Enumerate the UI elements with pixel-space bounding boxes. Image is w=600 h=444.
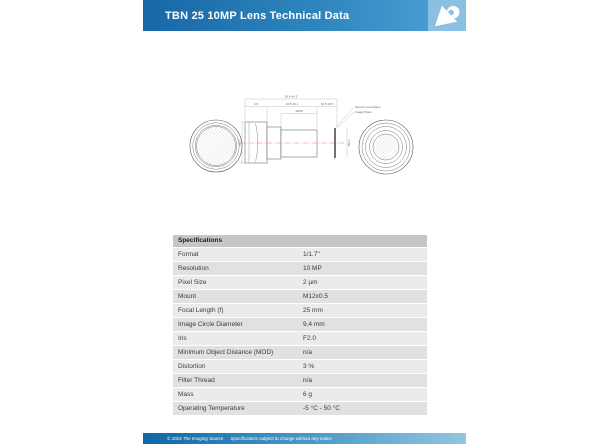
annotation-image-plane: Image Plane: [355, 110, 372, 114]
table-row: [173, 374, 427, 387]
spec-value: 3 %: [303, 363, 315, 370]
dim-image-circle-label: Ø9.4: [347, 139, 351, 147]
spec-label: Operating Temperature: [178, 405, 245, 412]
table-row: [173, 332, 427, 345]
lens-technical-drawing: [178, 85, 418, 180]
spec-label: Mass: [178, 391, 194, 398]
spec-value: 9,4 mm: [303, 321, 325, 328]
spec-value: 10 MP: [303, 265, 322, 272]
spec-label: Format: [178, 251, 199, 258]
dim-d1-label: 4.5: [253, 102, 259, 107]
lens-back-view: [359, 120, 413, 174]
spec-value: M12x0.5: [303, 293, 328, 300]
table-row: [173, 402, 427, 415]
spec-label: Focal Length (f): [178, 307, 224, 314]
table-row: [173, 262, 427, 275]
table-row: [173, 248, 427, 261]
table-row: [173, 318, 427, 331]
spec-label: Image Circle Diameter: [178, 321, 243, 328]
header-bar: [143, 0, 466, 31]
spec-value: 2 µm: [303, 279, 318, 286]
paper-plane-logo-icon: [432, 3, 462, 29]
specifications-table: [173, 235, 427, 416]
lens-front-view: [190, 120, 242, 172]
spec-label: Minimum Object Distance (MOD): [178, 349, 274, 356]
spec-value: 6 g: [303, 391, 313, 398]
spec-value: F2.0: [303, 335, 317, 342]
table-row: [173, 290, 427, 303]
table-row: [173, 276, 427, 289]
spec-label: Resolution: [178, 265, 209, 272]
spec-label: Iris: [178, 335, 187, 342]
table-row: [173, 346, 427, 359]
page-title: TBN 25 10MP Lens Technical Data: [165, 9, 350, 22]
spec-value: n/a: [303, 377, 313, 384]
spec-value: -5 °C - 50 °C: [303, 405, 340, 412]
dim-d3-label: 10.5 ±0.5: [320, 102, 334, 107]
table-row: [173, 360, 427, 373]
table-row: [173, 388, 427, 401]
table-title: Specifications: [173, 235, 427, 247]
annotation-coverglass: Sensor Coverglass: [355, 105, 381, 109]
spec-label: Distortion: [178, 363, 206, 370]
footer-note: Specifications subject to change without any notice: [230, 436, 332, 441]
spec-value: n/a: [303, 349, 313, 356]
the-imaging-source-logo: [428, 0, 466, 31]
spec-label: Mount: [178, 293, 197, 300]
dim-overall-label: 30.4 ±0.3: [284, 94, 298, 99]
table-body: [173, 248, 427, 415]
dim-front-diameter-label: Ø17: [237, 139, 242, 146]
spec-value: 25 mm: [303, 307, 323, 314]
dim-d2-label: 10.5 ±0.1: [285, 102, 299, 107]
dim-d4-label: 19/15: [295, 109, 303, 114]
spec-label: Pixel Size: [178, 279, 207, 286]
footer-bar: [143, 433, 466, 444]
spec-label: Filter Thread: [178, 377, 215, 384]
footer-copyright: © 2024 The Imaging Source: [167, 436, 224, 441]
spec-value: 1/1.7": [303, 251, 320, 258]
table-row: [173, 304, 427, 317]
